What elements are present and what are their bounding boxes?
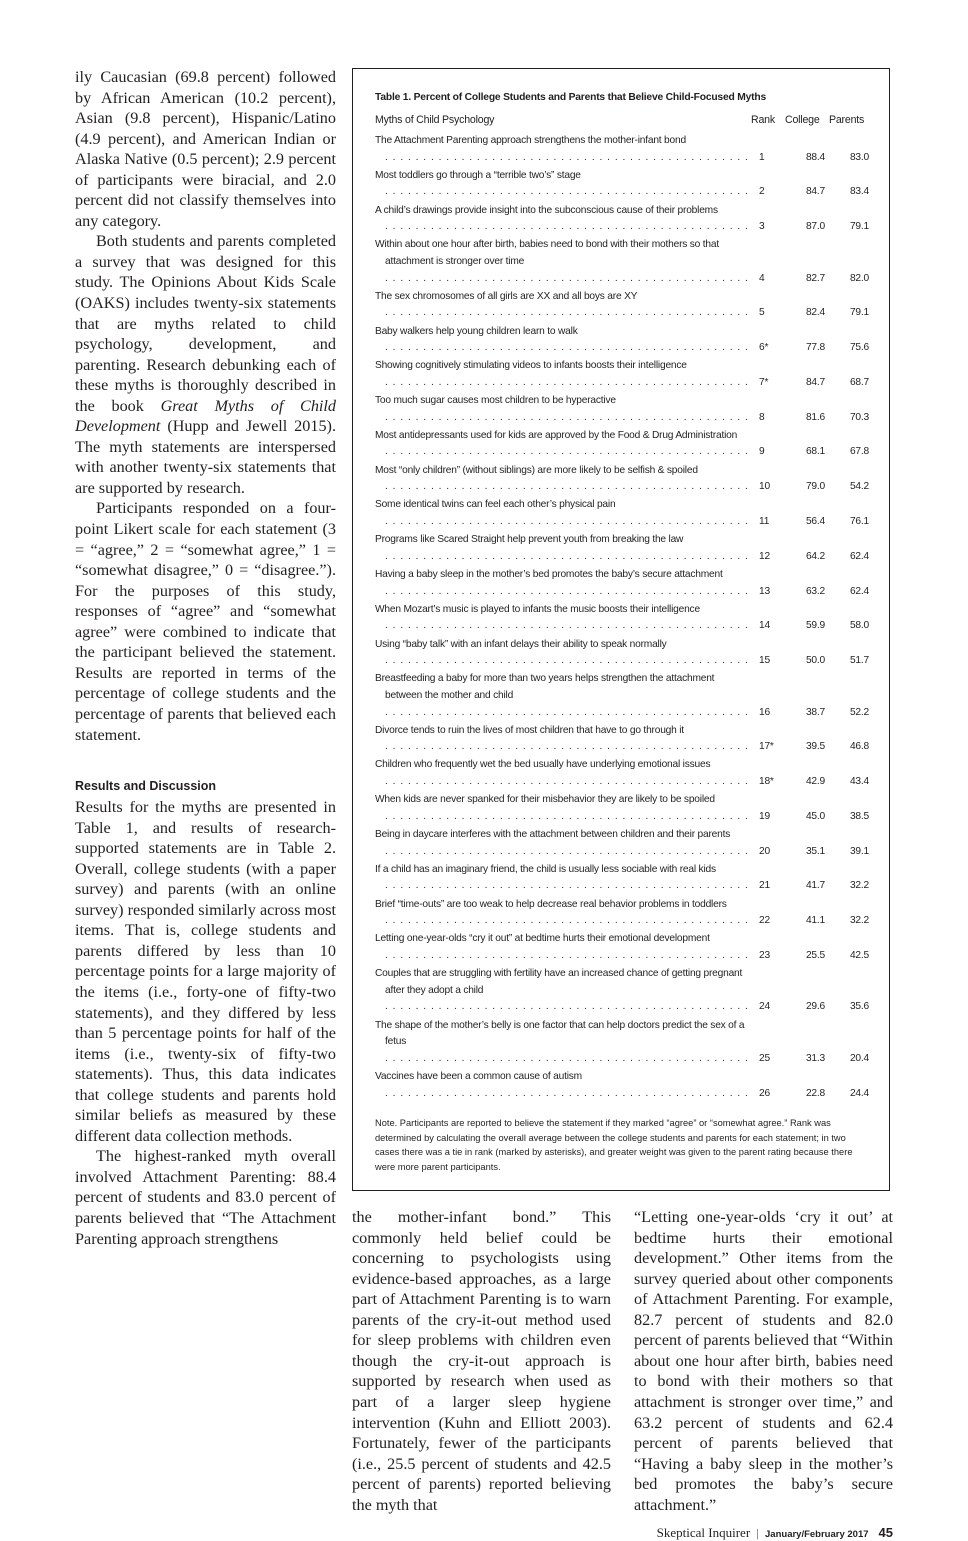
college-cell: 41.7: [805, 880, 825, 892]
myth-text: Having a baby sleep in the mother’s bed promotes the baby’s secure attachment: [375, 568, 723, 580]
myth-statement: [375, 897, 753, 930]
college-cell: 79.0: [805, 481, 825, 493]
myth-text: When Mozart’s music is played to infants the music boosts their intelligence: [375, 603, 700, 615]
college-cell: 81.6: [805, 411, 825, 423]
rank-cell: 14: [759, 620, 770, 632]
myth-statement: [375, 792, 753, 825]
parents-cell: 67.8: [849, 446, 869, 458]
parents-cell: 83.4: [849, 186, 869, 198]
myth-statement: [375, 237, 753, 287]
header-rank: Rank: [751, 114, 775, 126]
table-row: [375, 324, 869, 357]
college-cell: 82.4: [805, 307, 825, 319]
myth-text: Breastfeeding a baby for more than two years helps strengthen the attachment between the mother and child: [375, 673, 715, 701]
parents-cell: 70.3: [849, 411, 869, 423]
table-row: [375, 289, 869, 322]
table-row: [375, 1069, 869, 1102]
rank-cell: 19: [759, 810, 770, 822]
table-row: [375, 862, 869, 895]
parents-cell: 76.1: [849, 516, 869, 527]
left-text-column: [75, 67, 336, 1249]
myth-text: Using “baby talk” with an infant delays their ability to speak normally: [375, 638, 667, 650]
myth-text: Most “only children” (without siblings) are more likely to be selfish & spoiled: [375, 464, 698, 476]
body-paragraph: [75, 231, 336, 498]
parents-cell: 24.4: [849, 1087, 869, 1099]
table-row: [375, 966, 869, 1016]
rank-cell: 13: [759, 585, 770, 597]
myth-statement: [375, 203, 753, 236]
myth-text: Some identical twins can feel each other’s physical pain: [375, 499, 616, 511]
college-cell: 77.8: [805, 342, 825, 354]
parents-cell: 52.2: [849, 706, 869, 718]
myth-statement: [375, 324, 753, 357]
myth-statement: [375, 532, 753, 565]
footer-separator: |: [756, 1528, 760, 1541]
myth-text: A child’s drawings provide insight into the subconscious cause of their problems: [375, 204, 718, 216]
myth-text: The sex chromosomes of all girls are XX and all boys are XY: [375, 290, 638, 302]
rank-cell: 2: [759, 186, 765, 198]
college-cell: 39.5: [805, 741, 825, 753]
myth-statement: [375, 1069, 753, 1102]
table-row: [375, 792, 869, 825]
rank-cell: 23: [759, 949, 770, 961]
myth-text: Letting one-year-olds “cry it out” at bedtime hurts their emotional development: [375, 933, 710, 945]
college-cell: 38.7: [805, 706, 825, 718]
table-row: [375, 168, 869, 201]
rank-cell: 20: [759, 845, 770, 857]
parents-cell: 39.1: [849, 845, 869, 857]
table-row: [375, 203, 869, 236]
right-text-column: [634, 1207, 893, 1515]
rank-cell: 7*: [759, 376, 769, 388]
myth-text: Vaccines have been a common cause of autism: [375, 1070, 582, 1082]
college-cell: 45.0: [805, 810, 825, 822]
myth-text: Divorce tends to ruin the lives of most children that have to go through it: [375, 724, 684, 736]
rank-cell: 18*: [759, 776, 774, 788]
parents-cell: 58.0: [849, 620, 869, 632]
table-note: Note. Participants are reported to believe the statement if they marked “agree” or “somewhat agree.” Rank was determined by calculating the overall average between the college students and parents for each statement; in two cases there was a tie in rank (marked by asterisks), and greater weight was given to the parent rating because there were more parent participants.: [375, 1118, 853, 1172]
table-row: [375, 237, 869, 287]
body-paragraph: “Letting one-year-olds ‘cry it out’ at bedtime hurts their emotional development.” Other items from the survey queried about other components of Attachment Parenting. For example, 82.7 percent of students and 82.0 percent of parents believed that “Within about one hour after birth, babies need to bond with their mothers so that attachment is stronger over time,” and 63.2 percent of students and 62.4 percent of parents believed that “Having a baby sleep in the mother’s bed promotes the baby’s secure attachment.”: [634, 1208, 893, 1514]
rank-cell: 11: [759, 516, 770, 527]
table-row: [375, 1018, 869, 1068]
college-cell: 35.1: [805, 845, 825, 857]
table-row: [375, 393, 869, 426]
myth-statement: [375, 637, 753, 670]
table-row: [375, 671, 869, 721]
college-cell: 82.7: [805, 272, 825, 284]
myth-statement: [375, 168, 753, 201]
college-cell: 63.2: [805, 585, 825, 597]
table-row: [375, 723, 869, 756]
myth-statement: [375, 1018, 753, 1068]
college-cell: 22.8: [805, 1087, 825, 1099]
myth-statement: [375, 358, 753, 391]
magazine-name: Skeptical Inquirer: [656, 1525, 751, 1541]
parents-cell: 20.4: [849, 1052, 869, 1064]
myth-statement: [375, 567, 753, 600]
myth-text: Within about one hour after birth, babies need to bond with their mothers so that attachment is stronger over time: [375, 239, 719, 267]
header-college: College: [785, 114, 820, 126]
college-cell: 41.1: [805, 915, 825, 927]
rank-cell: 4: [759, 272, 765, 284]
section-heading: Results and Discussion: [75, 779, 217, 794]
college-cell: 31.3: [805, 1052, 825, 1064]
college-cell: 50.0: [805, 655, 825, 667]
rank-cell: 9: [759, 446, 765, 458]
college-cell: 84.7: [805, 186, 825, 198]
table-1: [352, 68, 890, 1191]
rank-cell: 24: [759, 1001, 770, 1013]
myth-text: The Attachment Parenting approach strengthens the mother-infant bond: [375, 135, 686, 146]
page-footer: [352, 1525, 893, 1541]
body-paragraph: ily Caucasian (69.8 percent) followed by African American (10.2 percent), Asian (9.8 percent), Hispanic/Latino (4.9 percent), and American Indian or Alaska Native (0.5 percent); 2.9 percent of participants were biracial, and 2.0 percent did not classify themselves into any category.: [75, 68, 336, 230]
parents-cell: 62.4: [849, 550, 869, 562]
table-row: [375, 133, 869, 166]
myth-text: Too much sugar causes most children to be hyperactive: [375, 395, 616, 407]
myth-text: Brief “time-outs” are too weak to help decrease real behavior problems in toddlers: [375, 898, 727, 910]
myth-statement: [375, 723, 753, 756]
myth-text: Couples that are struggling with fertility have an increased chance of getting pregnant after they adopt a child: [375, 968, 743, 996]
parents-cell: 35.6: [849, 1001, 869, 1013]
myth-text: Being in daycare interferes with the attachment between children and their parents: [375, 829, 731, 841]
myth-statement: [375, 757, 753, 790]
myth-text: If a child has an imaginary friend, the child is usually less sociable with real kids: [375, 863, 716, 875]
college-cell: 42.9: [805, 776, 825, 788]
myth-statement: [375, 393, 753, 426]
myth-text: Children who frequently wet the bed usually have underlying emotional issues: [375, 759, 711, 771]
myth-statement: [375, 428, 753, 461]
rank-cell: 3: [759, 221, 765, 233]
myth-statement: [375, 602, 753, 635]
myth-text: The shape of the mother’s belly is one factor that can help doctors predict the sex of a fetus: [375, 1019, 745, 1048]
table-row: [375, 497, 869, 530]
myth-text: Most antidepressants used for kids are approved by the Food & Drug Administration: [375, 429, 738, 441]
parents-cell: 83.0: [849, 151, 869, 163]
myth-statement: [375, 931, 753, 964]
rank-cell: 26: [759, 1087, 770, 1099]
rank-cell: 25: [759, 1052, 770, 1064]
college-cell: 87.0: [805, 221, 825, 233]
college-cell: 25.5: [805, 949, 825, 961]
rank-cell: 21: [759, 880, 770, 892]
table-row: [375, 897, 869, 930]
rank-cell: 8: [759, 411, 765, 423]
parents-cell: 75.6: [849, 342, 869, 354]
table-row: [375, 463, 869, 496]
page-number: 45: [878, 1525, 893, 1541]
college-cell: 84.7: [805, 376, 825, 388]
college-cell: 29.6: [805, 1001, 825, 1013]
myth-statement: [375, 862, 753, 895]
table-row: [375, 931, 869, 964]
header-parents: Parents: [829, 114, 865, 126]
middle-text-column: [352, 1207, 611, 1515]
myth-statement: [375, 671, 753, 721]
issue-date: January/February 2017: [765, 1529, 869, 1541]
rank-cell: 15: [759, 655, 770, 667]
table-row: [375, 567, 869, 600]
parents-cell: 38.5: [849, 810, 869, 822]
myth-text: Baby walkers help young children learn to walk: [375, 325, 578, 337]
college-cell: 64.2: [805, 550, 825, 562]
right-area: [352, 68, 893, 1541]
myth-text: When kids are never spanked for their misbehavior they are likely to be spoiled: [375, 794, 715, 806]
book-title: Great Myths of Child Development: [75, 396, 337, 436]
table-title: Table 1. Percent of College Students and Parents that Believe Child-Focused Myths: [375, 92, 766, 103]
parents-cell: 82.0: [849, 272, 869, 284]
body-paragraph: The highest-ranked myth overall involved Attachment Parenting: 88.4 percent of students and 83.0 percent of parents believed that “The Attachment Parenting approach strengthens: [75, 1147, 336, 1248]
parents-cell: 51.7: [849, 655, 869, 667]
table-header: [375, 113, 869, 127]
parents-cell: 62.4: [849, 585, 869, 597]
rank-cell: 16: [759, 706, 770, 718]
parents-cell: 79.1: [849, 221, 869, 233]
parents-cell: 46.8: [849, 741, 869, 753]
parents-cell: 32.2: [849, 880, 869, 892]
rank-cell: 17*: [759, 741, 774, 753]
table-row: [375, 428, 869, 461]
table-row: [375, 532, 869, 565]
parents-cell: 42.5: [849, 949, 869, 961]
table-row: [375, 358, 869, 391]
college-cell: 56.4: [805, 516, 825, 527]
rank-cell: 6*: [759, 342, 769, 354]
rank-cell: 10: [759, 481, 770, 493]
parents-cell: 32.2: [849, 915, 869, 927]
myth-statement: [375, 827, 753, 860]
college-cell: 88.4: [805, 151, 825, 163]
myth-text: Programs like Scared Straight help prevent youth from breaking the law: [375, 534, 684, 546]
parents-cell: 79.1: [849, 307, 869, 319]
myth-statement: [375, 463, 753, 496]
rank-cell: 22: [759, 915, 770, 927]
myth-statement: [375, 497, 753, 530]
parents-cell: 43.4: [849, 776, 869, 788]
bottom-columns: [352, 1207, 893, 1515]
header-myths: Myths of Child Psychology: [375, 114, 495, 126]
table-row: [375, 637, 869, 670]
paragraph-text: (Hupp and Jewell 2015). The myth statements are interspersed with another twenty-six statements that are supported by research.: [75, 417, 336, 497]
body-paragraph: Results for the myths are presented in Table 1, and results of research-supported statements are in Table 2. Overall, college students (with a paper survey) and parents (with an online survey) responded similarly across most items. That is, college students and parents differed by less than 10 percentage points for a large majority of the items (i.e., forty-one of fifty-two statements), and they differed by less than 5 percentage points for half of the items (i.e., twenty-six of fifty-two statements). Thus, this data indicates that college students and parents hold similar beliefs as measured by these different data collection methods.: [75, 798, 336, 1145]
myth-statement: [375, 133, 753, 166]
myth-statement: [375, 966, 753, 1016]
table-row: [375, 827, 869, 860]
rank-cell: 12: [759, 550, 770, 562]
table-body: [375, 133, 869, 1102]
body-paragraph: Participants responded on a four-point Likert scale for each statement (3 = “agree,” 2 = “somewhat agree,” 1 = “somewhat disagree,” 0 = “disagree.”). For the purposes of this study, responses of “agree” and “somewhat agree” were combined to indicate that the participant believed the statement. Results are reported in terms of the percentage of college students and the percentage of parents that believed each statement.: [75, 499, 336, 744]
body-paragraph: the mother-infant bond.” This commonly held belief could be concerning to psychologists using evidence-based approaches, as a large part of Attachment Parenting is to warn parents of the cry-it-out method used for sleep problems with children even though the cry-it-out approach is supported by research when used as part of a larger sleep hygiene intervention (Kuhn and Elliott 2003). Fortunately, fewer of the participants (i.e., 25.5 percent of students and 42.5 percent of parents) reported believing the myth that: [352, 1208, 611, 1514]
myth-text: Most toddlers go through a “terrible two’s” stage: [375, 169, 581, 181]
table-row: [375, 602, 869, 635]
rank-cell: 1: [759, 151, 765, 163]
parents-cell: 68.7: [849, 376, 869, 388]
paragraph-text: Both students and parents completed a survey that was designed for this study. The Opinions About Kids Scale (OAKS) includes twenty-six statements that are myths related to child psychology, development, and parenting. Research debunking each of these myths is thoroughly described in the book: [75, 232, 336, 415]
myth-statement: [375, 289, 753, 322]
college-cell: 68.1: [805, 446, 825, 458]
rank-cell: 5: [759, 307, 765, 319]
college-cell: 59.9: [805, 620, 825, 632]
table-row: [375, 757, 869, 790]
myth-text: Showing cognitively stimulating videos to infants boosts their intelligence: [375, 360, 687, 372]
parents-cell: 54.2: [849, 481, 869, 493]
